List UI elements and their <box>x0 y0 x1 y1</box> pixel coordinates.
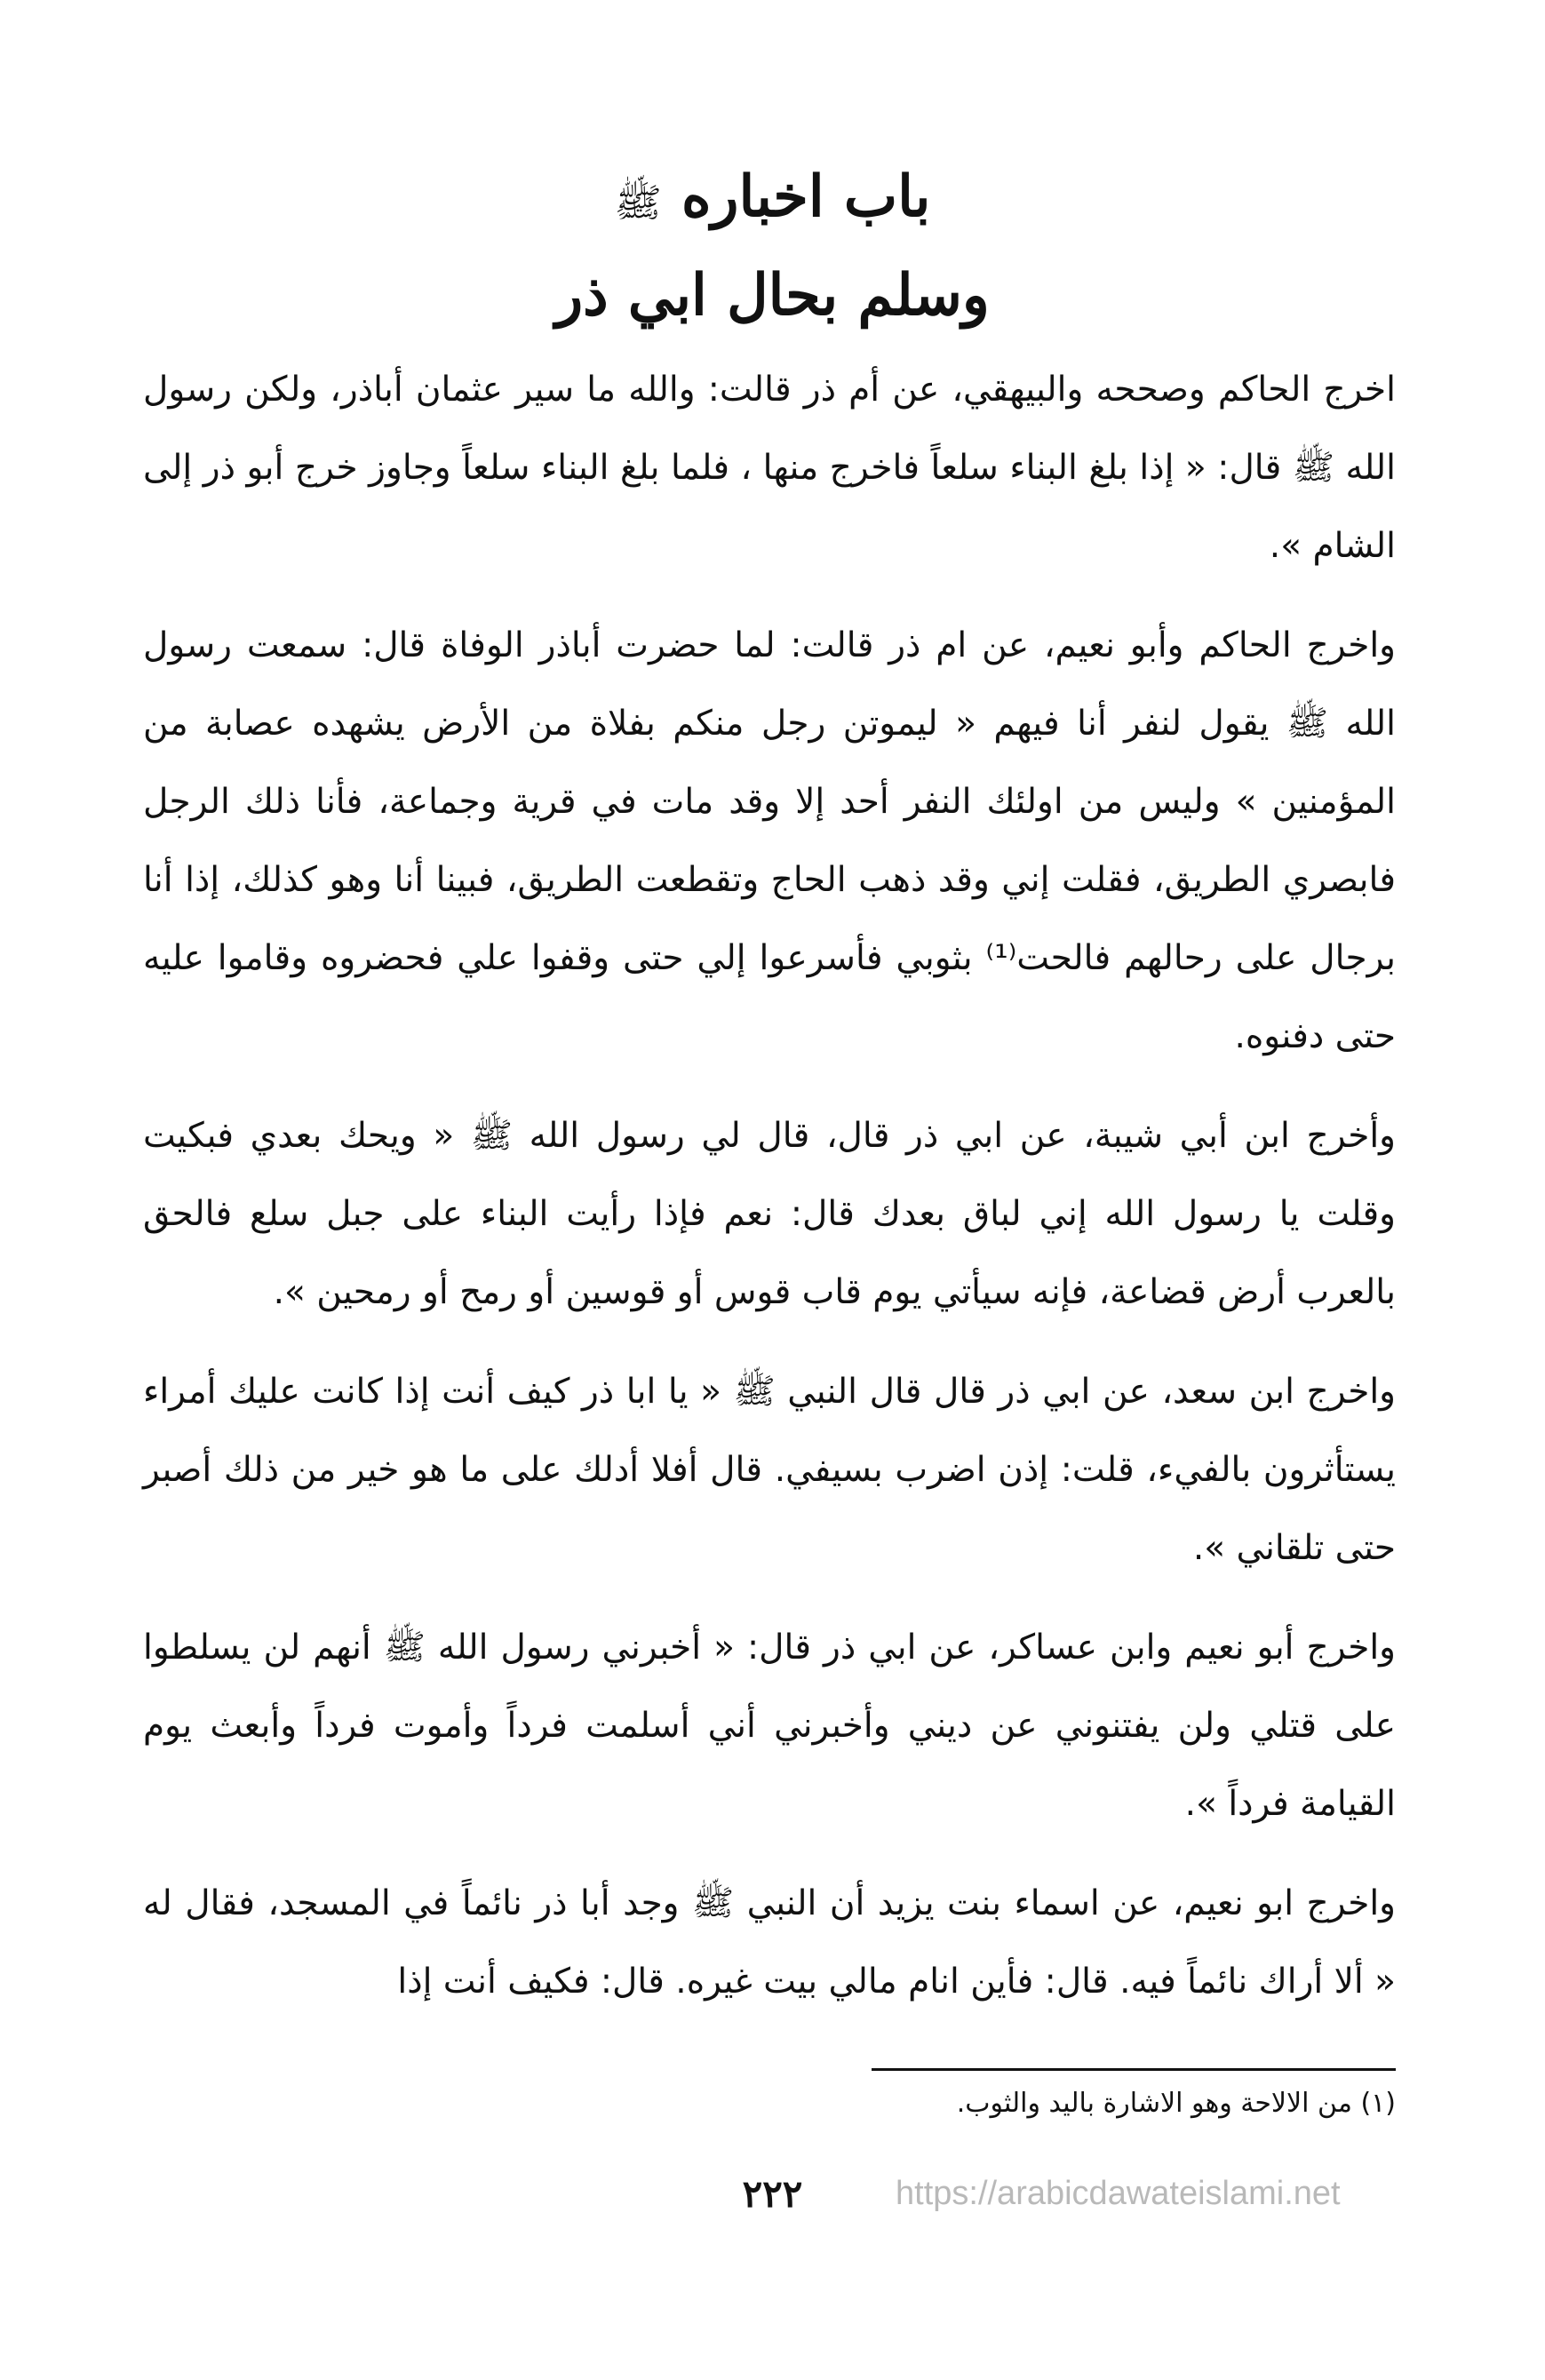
chapter-title-text-1: باب اخباره <box>681 163 931 230</box>
footnote: (١) من الالاحة وهو الاشارة باليد والثوب. <box>956 2088 1396 2119</box>
page-number: ٢٢٢ <box>742 2172 803 2216</box>
main-text <box>143 351 1396 2042</box>
chapter-title <box>0 151 1545 342</box>
hadith-paragraph-3: وأخرج ابن أبي شيبة، عن ابي ذر قال، قال لي رسول الله ﷺ « ويحك بعدي فبكيت وقلت يا رسول الله إني لباق بعدك قال: نعم فإذا رأيت البناء على جبل سلع فالحق بالعرب أرض قضاعة، فإنه سيأتي يوم قاب قوس أو قوسين أو رمح أو رمحين ». <box>143 1116 1396 1312</box>
hadith-paragraph-2: واخرج الحاكم وأبو نعيم، عن ام ذر قالت: لما حضرت أباذر الوفاة قال: سمعت رسول الله ﷺ يقول لنفر أنا فيهم « ليموتن رجل منكم بفلاة من الأرض يشهده عصابة من المؤمنين » وليس من اولئك النفر أحد إلا وقد مات في قرية وجماعة، فأنا ذلك الرجل فابصري الطريق، فقلت إني وقد ذهب الحاج وتقطعت الطريق، فبينا أنا وهو كذلك، إذا أنا برجال على رحالهم فالحت⁽¹⁾ بثوبي فأسرعوا إلي حتى وقفوا علي فحضروه وقاموا عليه حتى دفنوه. <box>143 625 1396 1056</box>
salla-honorific: ﷺ <box>614 180 662 226</box>
hadith-paragraph-1: اخرج الحاكم وصححه والبيهقي، عن أم ذر قالت: والله ما سير عثمان أباذر، ولكن رسول الله ﷺ قال: « إذا بلغ البناء سلعاً فاخرج منها ، فلما بلغ البناء سلعاً وجاوز خرج أبو ذر إلى الشام ». <box>143 370 1396 566</box>
hadith-paragraph-6: واخرج ابو نعيم، عن اسماء بنت يزيد أن النبي ﷺ وجد أبا ذر نائماً في المسجد، فقال له « ألا أراك نائماً فيه. قال: فأين انام مالي بيت غيره. قال: فكيف أنت إذا <box>143 1883 1396 2002</box>
hadith-paragraph-5: واخرج أبو نعيم وابن عساكر، عن ابي ذر قال: « أخبرني رسول الله ﷺ أنهم لن يسلطوا على قتلي ولن يفتنوني عن ديني وأخبرني أني أسلمت فرداً وأموت فرداً وأبعث يوم القيامة فرداً ». <box>143 1628 1396 1824</box>
hadith-paragraph-4: واخرج ابن سعد، عن ابي ذر قال قال النبي ﷺ « يا ابا ذر كيف أنت إذا كانت عليك أمراء يستأثرون بالفيء، قلت: إذن اضرب بسيفي. قال أفلا أدلك على ما هو خير من ذلك أصبر حتى تلقاني ». <box>143 1372 1396 1568</box>
footnote-divider <box>872 2068 1396 2071</box>
chapter-title-line-1 <box>0 151 1545 250</box>
chapter-title-line-2: وسلم بحال ابي ذر <box>555 262 990 329</box>
watermark-url: https://arabicdawateislami.net <box>896 2175 1341 2212</box>
